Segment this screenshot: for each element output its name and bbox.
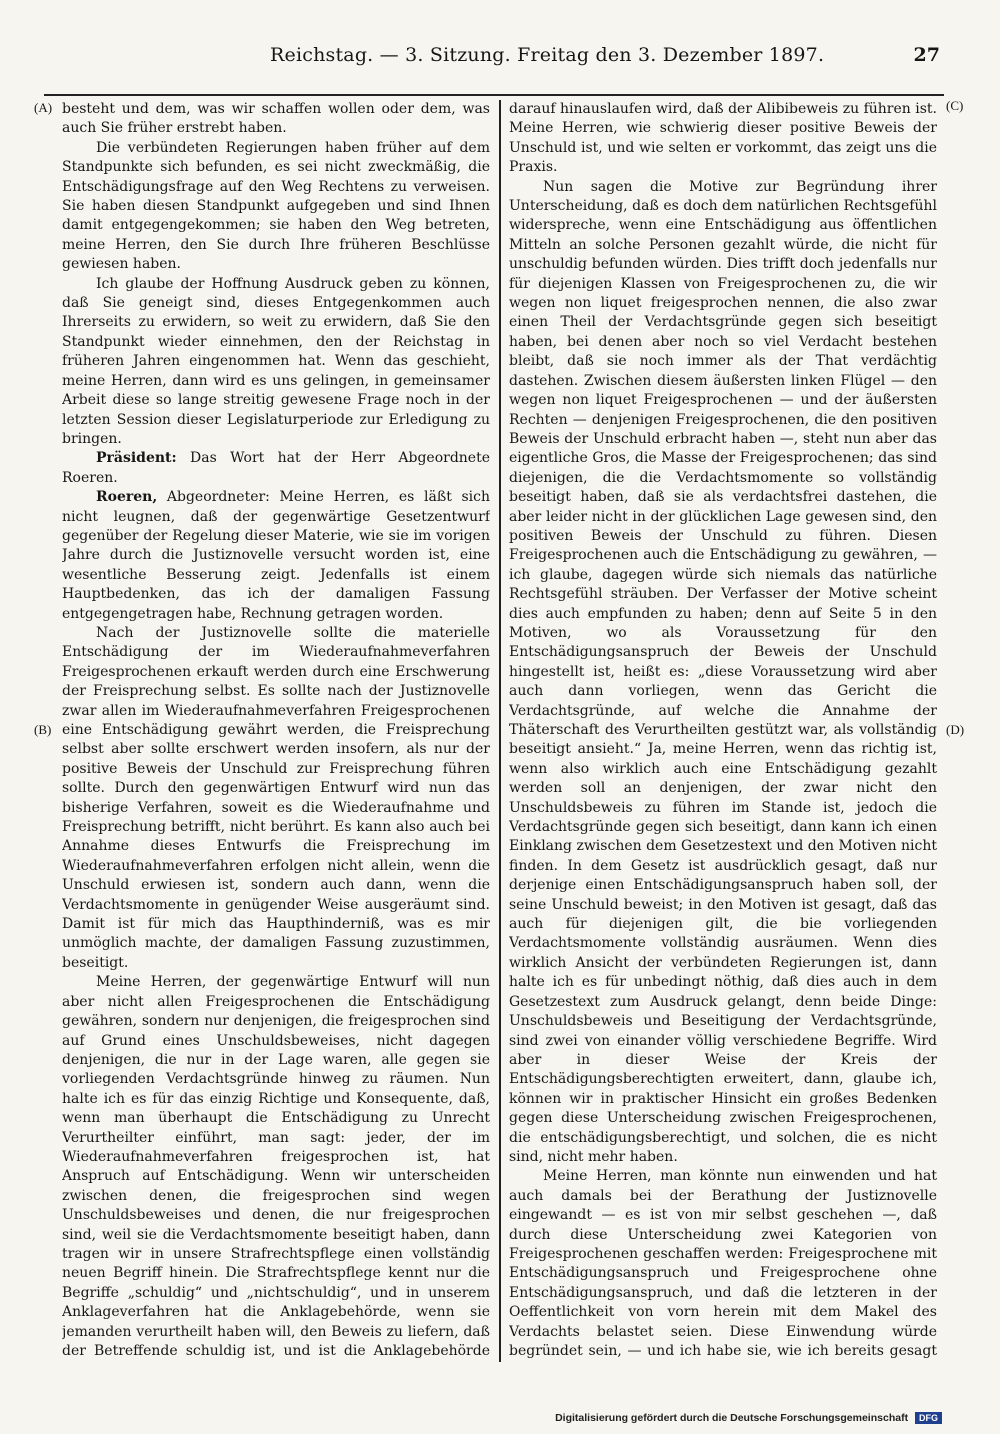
credit-text: Digitalisierung gefördert durch die Deutsche Forschungsgemeinschaft — [555, 1412, 909, 1424]
column-divider — [499, 100, 501, 1362]
dfg-logo-icon: DFG — [915, 1412, 942, 1424]
paragraph: Nun sagen die Motive zur Begründung ihrer Unterscheidung, daß es doch dem natürlichen Rechtsgefühl widerspreche, wenn eine Entschädigung aus öffentlichen Mitteln an solche Personen gezahlt würde, die nicht für unschuldig befunden würden. Dies trifft doch jedenfalls nur für diejenigen Klassen von Freigesprochenen zu, die wir wegen non liquet freigesprochen nennen, die also zwar einen Theil der Verdachtsgründe gegen sich beseitigt haben, bei denen aber noch so viel Verdacht bestehen bleibt, daß sie noch immer als der That verdächtig dastehen. Zwischen diesem äußersten linken Flügel — den wegen non liquet Freigesprochenen — und der äußersten Rechten — denjenigen Freigesprochenen, die den positiven Beweis der Unschuld erbracht haben —, steht nun aber das eigentliche Gros, die Masse der Freigesprochenen; das sind diejenigen, die die Verdachtsmomente so vollständig beseitigt haben, daß sie als verdachtsfrei dastehen, die aber leider nicht in der glücklichen Lage gewesen sind, den positiven Beweis der Unschuld zu führen. Diesen Freigesprochenen auch die Entschädigung zu gewähren, — ich glaube, dagegen würde sich niemals das natürliche Rechtsgefühl sträuben. Der Verfasser der Motive scheint dies auch empfunden zu haben; denn auf Seite 5 in den Motiven, wo als Voraussetzung für den Entschädigungsanspruch der Beweis der Unschuld hingestellt ist, heißt es: „diese Voraussetzung wird aber auch dann vorliegen, wenn das Gericht die Verdachtsgründe, auf welche die Annahme der Thäterschaft des Verurtheilten gestützt war, als vollständig beseitigt ansieht.“ Ja, meine Herren, wenn das richtig ist, wenn also wirklich auch eine Entschädigung gezahlt werden soll an denjenigen, der zwar nicht den Unschuldsbeweis zu führen im Stande ist, jedoch die Verdachtsgründe gegen sich beseitigt, dann kann ich einen Einklang zwischen dem Gesetzestext und den Motiven nicht finden. In dem Gesetz ist ausdrücklich gesagt, daß nur derjenige einen Entschädigungsanspruch haben soll, der seine Unschuld beweist; in den Motiven ist gesagt, daß das auch für diejenigen gilt, die bie vorliegenden Verdachtsmomente vollständig ausräumen. Wenn dies wirklich Ansicht der verbündeten Regierungen ist, dann halte ich es für unbedingt nöthig, daß dies auch in dem Gesetzestext zum Ausdruck gelangt, denn beide Dinge: Unschuldsbeweis und Beseitigung der Verdachtsgründe, sind zwei von einander völlig verschiedene Begriffe. Wird aber in dieser Weise der Kreis der Entschädigungsberechtigten erweitert, dann, glaube ich, können wir in praktischer Hinsicht ein großes Bedenken gegen diese Unterscheidung zwischen Freigesprochenen, die entschädigungsberechtigt, und solchen, die es nicht sind, nicht mehr haben. — [509, 178, 937, 1165]
page-header — [0, 44, 1000, 74]
right-column — [509, 100, 937, 1362]
digitization-credit — [555, 1412, 942, 1424]
paragraph: Meine Herren, der gegenwärtige Entwurf will nun aber nicht allen Freigesprochenen die Entschädigung gewähren, sondern nur denjenigen, die freigesprochen sind auf Grund eines Unschuldsbeweises, nicht dagegen denjenigen, die nur in der Lage waren, alle gegen sie vorliegenden Verdachtsgründe hinweg zu räumen. Nun halte ich es für das einzig Richtige und Konsequente, daß, wenn man überhaupt die Entschädigung zu Unrecht Verurtheilter einführt, man sagt: jeder, der im Wiederaufnahmeverfahren freigesprochen ist, hat Anspruch auf Entschädigung. Wenn wir unterscheiden zwischen denen, die freigesprochen sind wegen Unschuldsbeweises und denen, die nur freigesprochen sind, weil sie die Verdachtsmomente beseitigt haben, dann tragen wir in unsere Strafrechtspflege einen vollständig neuen Begriff hinein. Die Strafrechtspflege kennt nur die Begriffe „schuldig“ und „nichtschuldig“, und in unserem Anklageverfahren hat die Anklagebehörde, wenn sie jemanden verurtheilt haben will, den Beweis zu liefern, daß der Betreffende schuldig ist, und ist die Anklagebehörde — [62, 974, 490, 1359]
paragraph: Ich glaube der Hoffnung Ausdruck geben zu können, daß Sie geneigt sind, dieses Entgegenkommen auch Ihrerseits zu erwidern, so weit zu erwidern, daß Sie den Standpunkt wieder einnehmen, den der Reichstag in früheren Jahren eingenommen hat. Wenn das geschieht, meine Herren, dann wird es uns gelingen, in gemeinsamer Arbeit diese so lange streitig gewesene Frage noch in der letzten Session dieser Legislaturperiode zur Erledigung zu bringen. — [62, 275, 490, 447]
header-rule — [44, 94, 944, 96]
margin-marker-b: (B) — [34, 722, 52, 737]
speech-text: Abgeordneter: Meine Herren, es läßt sich nicht leugnen, daß der gegenwärtige Gesetzentwurf gegenüber der Regelung dieser Materie, wie sie im vorigen Jahre durch die Justiznovelle versucht worden ist, eine wesentliche Besserung zeigt. Jedenfalls ist einem Hauptbedenken, das ich der damaligen Fassung entgegengetragen habe, Rechnung getragen worden. — [62, 489, 490, 622]
paragraph: besteht und dem, was wir schaffen wollen oder dem, was auch Sie früher erstrebt haben. — [62, 101, 490, 137]
paragraph: darauf hinauslaufen wird, daß der Alibibeweis zu führen ist. Meine Herren, wie schwierig dieser positive Beweis der Unschuld ist, und wie selten er vorkommt, das zeigt uns die Praxis. — [509, 101, 937, 176]
speaker-paragraph — [62, 449, 490, 488]
running-head: Reichstag. — 3. Sitzung. Freitag den 3. Dezember 1897. — [270, 44, 825, 66]
margin-marker-d: (D) — [946, 722, 965, 737]
speaker-paragraph — [62, 488, 490, 624]
margin-marker-c: (C) — [946, 98, 964, 113]
left-column — [62, 100, 490, 1362]
paragraph: Meine Herren, man könnte nun einwenden und hat auch damals bei der Berathung der Justiznovelle eingewandt — es ist von mir selbst geschehen —, daß durch diese Unterscheidung zwei Kategorien von Freigesprochenen geschaffen werden: Freigesprochene mit Entschädigungsanspruch und Freigesprochene ohne Entschädigungsanspruch, und daß die letzteren in der Oeffentlichkeit von vorn herein mit dem Makel des Verdachts belastet seien. Diese Einwendung würde begründet sein, — und ich habe sie, wie ich bereits gesagt — [509, 1168, 937, 1359]
margin-marker-a: (A) — [34, 100, 53, 115]
speech-text: Das Wort hat der Herr Abgeordnete Roeren. — [62, 450, 490, 486]
speaker-name: Präsident: — [96, 450, 177, 467]
paragraph: Nach der Justiznovelle sollte die materielle Entschädigung der im Wiederaufnahmeverfahren Freigesprochenen erkauft werden durch eine Erschwerung der Freisprechung selbst. Es sollte nach der Justiznovelle zwar allen im Wiederaufnahmeverfahren Freigesprochenen eine Entschädigung gewährt werden, die Freisprechung selbst aber sollte erschwert werden insofern, als nur der positive Beweis der Unschuld zur Freisprechung führen sollte. Durch den gegenwärtigen Entwurf wird nun das bisherige Verfahren, soweit es die Wiederaufnahme und Freisprechung betrifft, nicht berührt. Es kann also auch bei Annahme dieses Entwurfs die Freisprechung im Wiederaufnahmeverfahren erfolgen nicht allein, wenn die Unschuld erwiesen ist, sondern auch dann, wenn die Verdachtsmomente in genügender Weise ausgeräumt sind. Damit ist für mich das Haupthinderniß, was es mir unmöglich machte, der damaligen Fassung zuzustimmen, beseitigt. — [62, 624, 490, 971]
speaker-name: Roeren, — [96, 489, 158, 506]
paragraph: Die verbündeten Regierungen haben früher auf dem Standpunkte sich befunden, es sei nicht zweckmäßig, die Entschädigungsfrage auf den Weg Rechtens zu verweisen. Sie haben diesen Standpunkt aufgegeben und sind Ihnen damit entgegengekommen; sie haben den Weg betreten, meine Herren, den Sie durch Ihre früheren Beschlüsse gewiesen haben. — [62, 139, 490, 273]
page-number: 27 — [913, 44, 940, 66]
